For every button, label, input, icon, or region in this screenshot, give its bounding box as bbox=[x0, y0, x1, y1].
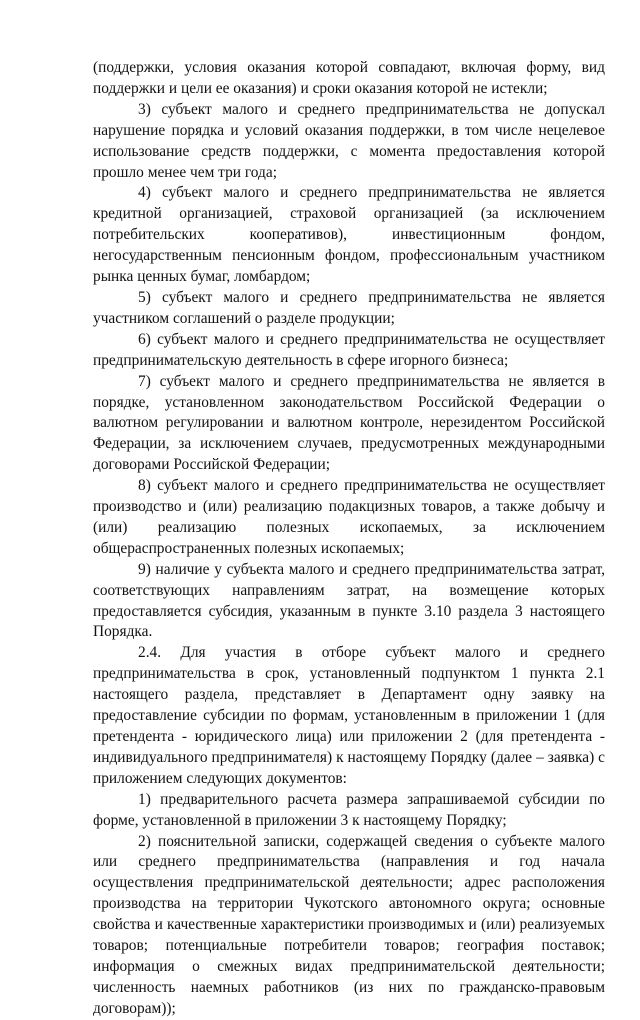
paragraph-item-8: 8) субъект малого и среднего предпринимательства не осуществляет производство и (или) реализацию подакцизных товаров, а также добычу и (или) реализацию полезных ископаемых, за исключением общераспространенных полезных ископаемых; bbox=[93, 477, 605, 557]
paragraph-item-7: 7) субъект малого и среднего предпринимательства не является в порядке, установленном законодательством Российской Федерации о валютном регулировании и валютном контроле, нерезидентом Российской Федерации, за исключением случаев, предусмотренных международными договорами Российской Федерации; bbox=[93, 372, 605, 474]
paragraph-item-5: 5) субъект малого и среднего предпринимательства не является участником соглашений о разделе продукции; bbox=[93, 288, 605, 327]
paragraph-section-2-4: 2.4. Для участия в отборе субъект малого и среднего предпринимательства в срок, установленный подпунктом 1 пункта 2.1 настоящего раздела, представляет в Департамент одну заявку на предоставление субсидии по формам, установленным в приложении 1 (для претендента - юридического лица) или приложении 2 (для претендента - индивидуального предпринимателя) к настоящему Порядку (далее – заявка) с приложением следующих документов: bbox=[93, 644, 605, 787]
paragraph-item-9: 9) наличие у субъекта малого и среднего предпринимательства затрат, соответствующих направлениям затрат, на возмещение которых предоставляется субсидия, указанным в пункте 3.10 раздела 3 настоящего Порядка. bbox=[93, 560, 605, 641]
paragraph-item-6: 6) субъект малого и среднего предпринимательства не осуществляет предпринимательскую деятельность в сфере игорного бизнеса; bbox=[93, 330, 605, 369]
paragraph-item-4: 4) субъект малого и среднего предпринимательства не является кредитной организацией, страховой организацией (за исключением потребительских кооперативов), инвестиционным фондом, негосударственным пенсионным фондом, профессиональным участником рынка ценных бумаг, ломбардом; bbox=[93, 184, 605, 286]
paragraph-doc-item-2: 2) пояснительной записки, содержащей сведения о субъекте малого или среднего предпринимательства (направления и год начала осуществления предпринимательской деятельности; адрес расположения производства на территории Чукотского автономного округа; основные свойства и качественные характеристики производимых и (или) реализуемых товаров; потенциальные потребители товаров; география поставок; информация о смежных видах предпринимательской деятельности; численность наемных работников (из них по гражданско-правовым договорам)); bbox=[93, 832, 605, 1017]
paragraph-continuation: (поддержки, условия оказания которой совпадают, включая форму, вид поддержки и цели ее оказания) и сроки оказания которой не истекли; bbox=[93, 59, 605, 97]
paragraph-item-3: 3) субъект малого и среднего предпринимательства не допускал нарушение порядка и условий оказания поддержки, в том числе нецелевое использование средств поддержки, с момента предоставления которой прошло менее чем три года; bbox=[93, 100, 605, 181]
paragraph-doc-item-1: 1) предварительного расчета размера запрашиваемой субсидии по форме, установленной в приложении 3 к настоящему Порядку; bbox=[93, 790, 605, 829]
